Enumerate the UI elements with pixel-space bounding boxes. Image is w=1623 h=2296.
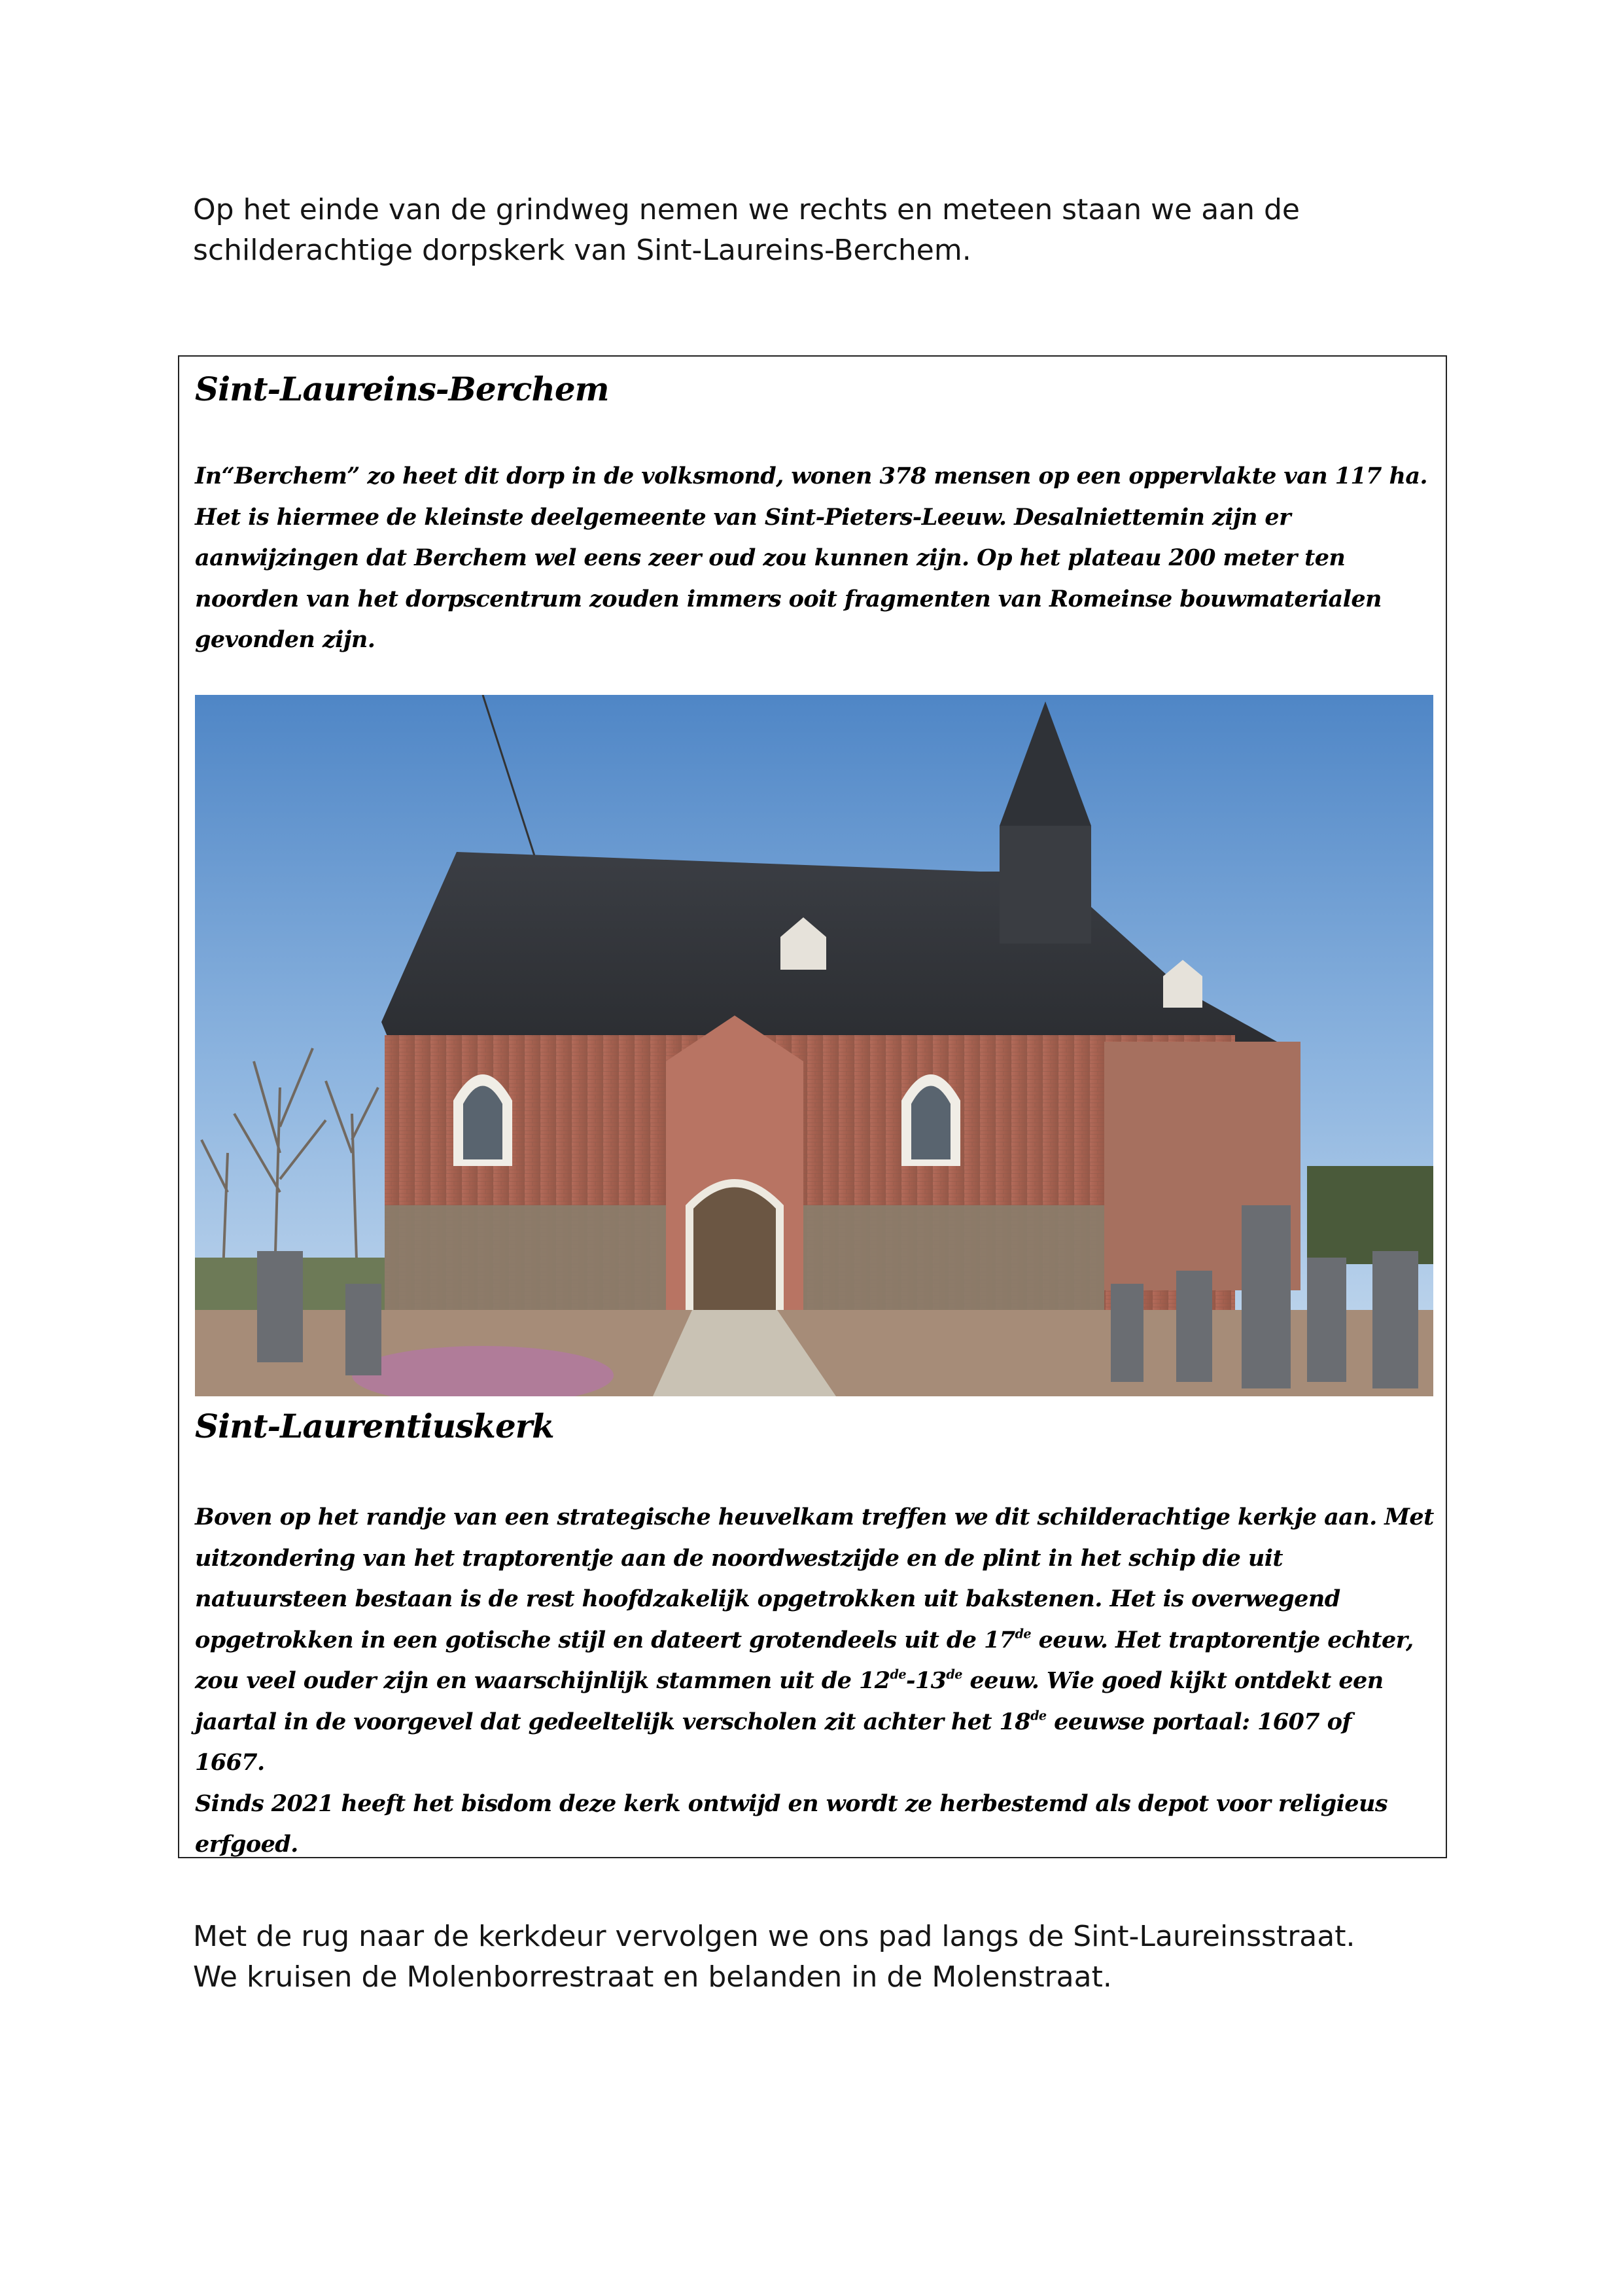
intro-line: schilderachtige dorpskerk van Sint-Laureins-Berchem. bbox=[193, 234, 971, 267]
description-line: aanwijzingen dat Berchem wel eens zeer oud zou kunnen zijn. Op het plateau 200 meter ten bbox=[195, 544, 1346, 571]
church-description bbox=[195, 1497, 1438, 1865]
intro-paragraph bbox=[193, 190, 1469, 271]
info-box bbox=[178, 355, 1447, 1858]
church-line: 1667. bbox=[195, 1749, 265, 1776]
church-line: Boven op het randje van een strategische heuvelkam treffen we dit schilderachtige kerkje aan. Met bbox=[195, 1504, 1434, 1530]
description-line: In“Berchem” zo heet dit dorp in de volksmond, wonen 378 mensen op een oppervlakte van 117 ha. bbox=[195, 463, 1428, 489]
village-description bbox=[195, 456, 1438, 661]
church-line: erfgoed. bbox=[195, 1831, 298, 1858]
church-line: Sinds 2021 heeft het bisdom deze kerk ontwijd en wordt ze herbestemd als depot voor religieus bbox=[195, 1790, 1387, 1817]
church-line: jaartal in de voorgevel dat gedeeltelijk verscholen zit achter het 18de eeuwse portaal: 1607 of bbox=[195, 1708, 1352, 1735]
outro-line: We kruisen de Molenborrestraat en belanden in de Molenstraat. bbox=[193, 1960, 1112, 1994]
outro-paragraph bbox=[193, 1916, 1469, 1998]
description-line: noorden van het dorpscentrum zouden immers ooit fragmenten van Romeinse bouwmaterialen bbox=[195, 585, 1382, 612]
box-title: Sint-Laureins-Berchem bbox=[195, 370, 609, 408]
church-title: Sint-Laurentiuskerk bbox=[195, 1407, 554, 1445]
church-line: opgetrokken in een gotische stijl en dateert grotendeels uit de 17de eeuw. Het traptorentje echter, bbox=[195, 1626, 1414, 1653]
church-line: natuursteen bestaan is de rest hoofdzakelijk opgetrokken uit bakstenen. Het is overwegend bbox=[195, 1585, 1340, 1612]
description-line: gevonden zijn. bbox=[195, 626, 375, 653]
intro-line: Op het einde van de grindweg nemen we rechts en meteen staan we aan de bbox=[193, 193, 1300, 226]
outro-line: Met de rug naar de kerkdeur vervolgen we ons pad langs de Sint-Laureinsstraat. bbox=[193, 1920, 1355, 1953]
church-line: zou veel ouder zijn en waarschijnlijk stammen uit de 12de-13de eeuw. Wie goed kijkt ontdekt een bbox=[195, 1667, 1384, 1694]
church-line: uitzondering van het traptorentje aan de noordwestzijde en de plint in het schip die uit bbox=[195, 1544, 1283, 1572]
description-line: Het is hiermee de kleinste deelgemeente van Sint-Pieters-Leeuw. Desalniettemin zijn er bbox=[195, 503, 1291, 531]
church-photo bbox=[195, 695, 1433, 1396]
